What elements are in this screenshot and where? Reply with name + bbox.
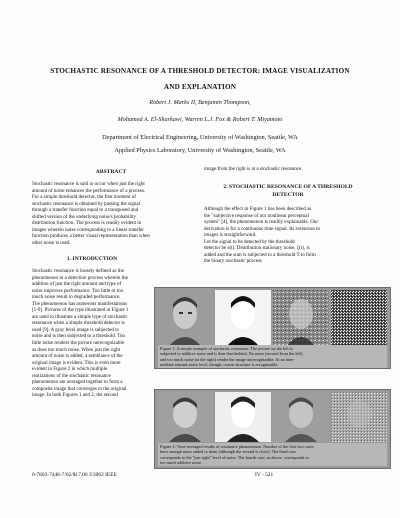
section2-heading-line1: 2. STOCHASTIC RESONANCE OF A THRESHOLD	[223, 184, 353, 190]
abstract-line: other noise is used.	[32, 239, 71, 246]
section2-line: the "subjective response of our nonlinear perceptual	[204, 212, 309, 219]
intro-line: used [9]. A gray level image is subjected to	[32, 326, 120, 333]
authors-line2: Mohamed A. El-Sharkawi, Warren L.J. Fox & Robert T. Miyamoto	[117, 116, 283, 123]
abstract-line: Stochastic resonance is said to occur when just the right	[32, 181, 145, 187]
averaged-portrait-low-noise	[215, 392, 271, 442]
section2-body	[204, 206, 372, 265]
intro-line: as does too much noise. When just the right	[32, 346, 121, 353]
figure-1	[154, 287, 391, 369]
abstract-heading: ABSTRACT	[95, 169, 127, 175]
intro-line: Stochastic resonance is loosely defined as the	[32, 268, 124, 274]
abstract-body	[32, 181, 190, 246]
portrait-original	[157, 290, 213, 346]
averaged-portrait-resonance	[273, 392, 329, 442]
averaged-portrait-original	[157, 392, 213, 442]
intro-line: are used to illustrate a simple type of stochastic	[32, 313, 128, 320]
footer-page-number: IV - 521	[255, 472, 274, 478]
figure-1-caption-line: mediate amount noise level, though, coarse structure is recognizable.	[160, 361, 279, 367]
figure-2	[154, 389, 391, 469]
abstract-line: through a transfer function equal to a transposed and	[32, 207, 139, 214]
paper-title-line2: AND EXPLANATION	[163, 83, 237, 91]
portrait-too-much-noise	[331, 290, 387, 346]
abstract-line: For a simple threshold detector, the first moment of	[32, 194, 136, 201]
section2-line: Although the effect in Figure 1 has been described as	[204, 206, 312, 212]
intro-line: evident in Figure 2 in which multiple	[32, 366, 108, 373]
footer-copyright: 0-7803-7448-7/02/$17.00 ©2002 IEEE	[32, 472, 117, 478]
section2-line: derivation is for a continuous time signal. Its extension to	[204, 225, 321, 232]
averaged-portrait-too-much-noise	[331, 392, 387, 442]
figure-1-caption-line: subjected to additive noise and is then thresholded. No noise (second from the left)	[160, 351, 303, 357]
section2-line: detector be s(t). Distribution stationary noise, ξ(t), is	[204, 245, 310, 252]
intro-line: phenomenon are averaged together to form a	[32, 379, 123, 386]
portrait-resonance	[273, 290, 329, 346]
affiliation-1: Department of Electrical Engineering, University of Washington, Seattle, WA	[102, 134, 298, 141]
intro-heading: 1. INTRODUCTION	[66, 256, 118, 262]
figure-2-caption-line: have enough noise added to them (although the second is close). The third case	[160, 449, 296, 455]
intro-line: noise and is then subjected to a threshold. Too	[32, 333, 126, 340]
figure-1-caption-line: and too much noise (at the right) render the image unrecognizable. At an inter-	[160, 356, 295, 362]
section2-line: system" [4], the phenomenon is readily explainable. Our	[204, 219, 319, 226]
intro-line: composite image that converges to the original	[32, 385, 127, 392]
figure-2-caption	[158, 443, 387, 466]
intro-body	[32, 268, 152, 399]
abstract-line: stochastic resonance is obtained by passing the signal	[32, 200, 141, 207]
intro-line: little noise renders the picture unrecognizable	[32, 340, 125, 347]
abstract-line: function produces a better visual representation than when	[32, 233, 150, 240]
intro-line: amount of noise is added, a semblance of the	[32, 353, 123, 360]
intro-line: realizations of the stochastic resonance	[32, 372, 111, 379]
figure-1-caption-line: Figure 1: A simple example of stochastic resonance. The picture on the left is	[160, 346, 293, 351]
section2-heading-line2: DETECTOR	[272, 192, 304, 198]
abstract-line: amount of noise enhances the performance of a process.	[32, 187, 146, 194]
intro-line: resonance when a simple threshold detector is	[32, 320, 125, 327]
intro-line: original image is evident. This is even more	[32, 359, 121, 366]
abstract-line: shifted version of the underlying noise's probability	[32, 213, 137, 220]
affiliation-2: Applied Physics Laboratory, University of Washington, Seattle, WA	[114, 147, 286, 154]
abstract-line: images wherein noise corresponding to a linear transfer	[32, 226, 144, 233]
right-col-top-line: image from the right is at a stochastic resonance.	[204, 166, 303, 172]
section2-line: added and the sum is subjected to a threshold T to form	[204, 251, 316, 258]
paper-title-line1: STOCHASTIC RESONANCE OF A THRESHOLD DETECTOR: IMAGE VISUALIZATION	[50, 67, 350, 75]
intro-line: noise improves performance. Too little or too	[32, 287, 124, 294]
figure-1-caption	[158, 345, 387, 368]
authors-line1: Robert J. Marks II, Benjamin Thompson,	[149, 99, 251, 106]
intro-line: much noise result in degraded performance.	[32, 294, 121, 301]
intro-line: [1-9]. Pictures of the type illustrated in Figure 1	[32, 307, 129, 314]
section2-line: the binary stochastic process	[204, 258, 262, 265]
section2-line: images is straightforward.	[204, 232, 257, 239]
intro-line: phenomenon in a detection process wherein the	[32, 274, 128, 281]
figure-2-caption-line: Figure 2: Time-averaged results of resonance phenomenon. Number of the first two cases	[160, 444, 314, 449]
section2-line: Let the signal to be detected by the threshold	[204, 238, 295, 245]
figure-2-caption-line: too much additive noise.	[160, 459, 203, 465]
intro-line: addition of just the right amount and type of	[32, 281, 122, 288]
figure-2-caption-line: corresponds to the "just right" level of noise. The fourth case, as above, corresponds to	[160, 454, 309, 460]
portrait-no-noise	[215, 290, 271, 346]
intro-line: image. In both Figures 1 and 2, the second	[32, 392, 118, 399]
abstract-line: distribution function. The process is readily evident in	[32, 220, 142, 227]
intro-line: The phenomenon has numerous manifestations	[32, 300, 128, 307]
